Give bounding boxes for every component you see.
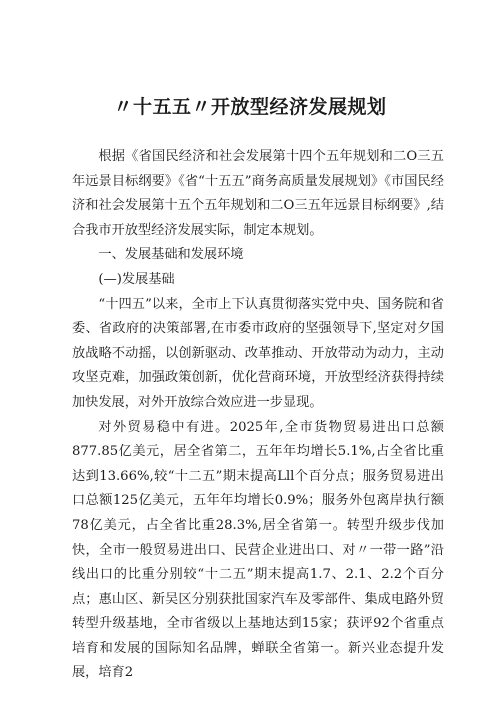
section-heading: 一、发展基础和发展环境	[98, 247, 244, 263]
development-basis-paragraph: “十四五”以来，全市上下认真贯彻落实党中央、国务院和省委、省政府的决策部署,在市委市政府的坚强领导下,坚定对夕国放战略不动摇，以创新驱动、改革推动、开放带动为动力，主动攻坚克难，加强政策创新，优化营商环境，开放型经济获得持续加快发展，对外开放综合效应进一步显现。	[72, 296, 444, 410]
subsection-heading: (—)发展基础	[98, 271, 175, 287]
foreign-trade-paragraph: 对外贸易稳中有进。2025年,全市货物贸易进出口总额877.85亿美元，居全省第二，五年年均增长5.1%,占全省比重达到13.66%,较“十二五”期末提高Lll个百分点；服务贸易进出口总额125亿美元，五年年均增长0.9%；服务外包离岸执行额78亿美元，占全省比重28.3%,居全省第一。转型升级步伐加快，全市一般贸易进出口、民营企业进出口、对〃一带一路”沿线出口的比重分别较“十二五”期末提高1.7、2.1、2.2个百分点；惠山区、新吴区分别获批国家汽车及零部件、集成电路外贸转型升级基地，全市省级以上基地达到15家；获评92个省重点培育和发展的国际知名品牌，蝉联全省第一。新兴业态提升发展，培育2	[72, 419, 444, 681]
intro-paragraph: 根据《省国民经济和社会发展第十四个五年规划和二O三五年远景目标纲要》《省“十五五”商务高质量发展规划》《市国民经济和社会发展第十五个五年规划和二O三五年远景目标纲要》,结合我市开放型经济发展实际，制定本规划。	[72, 149, 444, 238]
document-body	[72, 145, 444, 686]
document-title: 〃十五五〃开放型经济发展规划	[113, 96, 387, 118]
